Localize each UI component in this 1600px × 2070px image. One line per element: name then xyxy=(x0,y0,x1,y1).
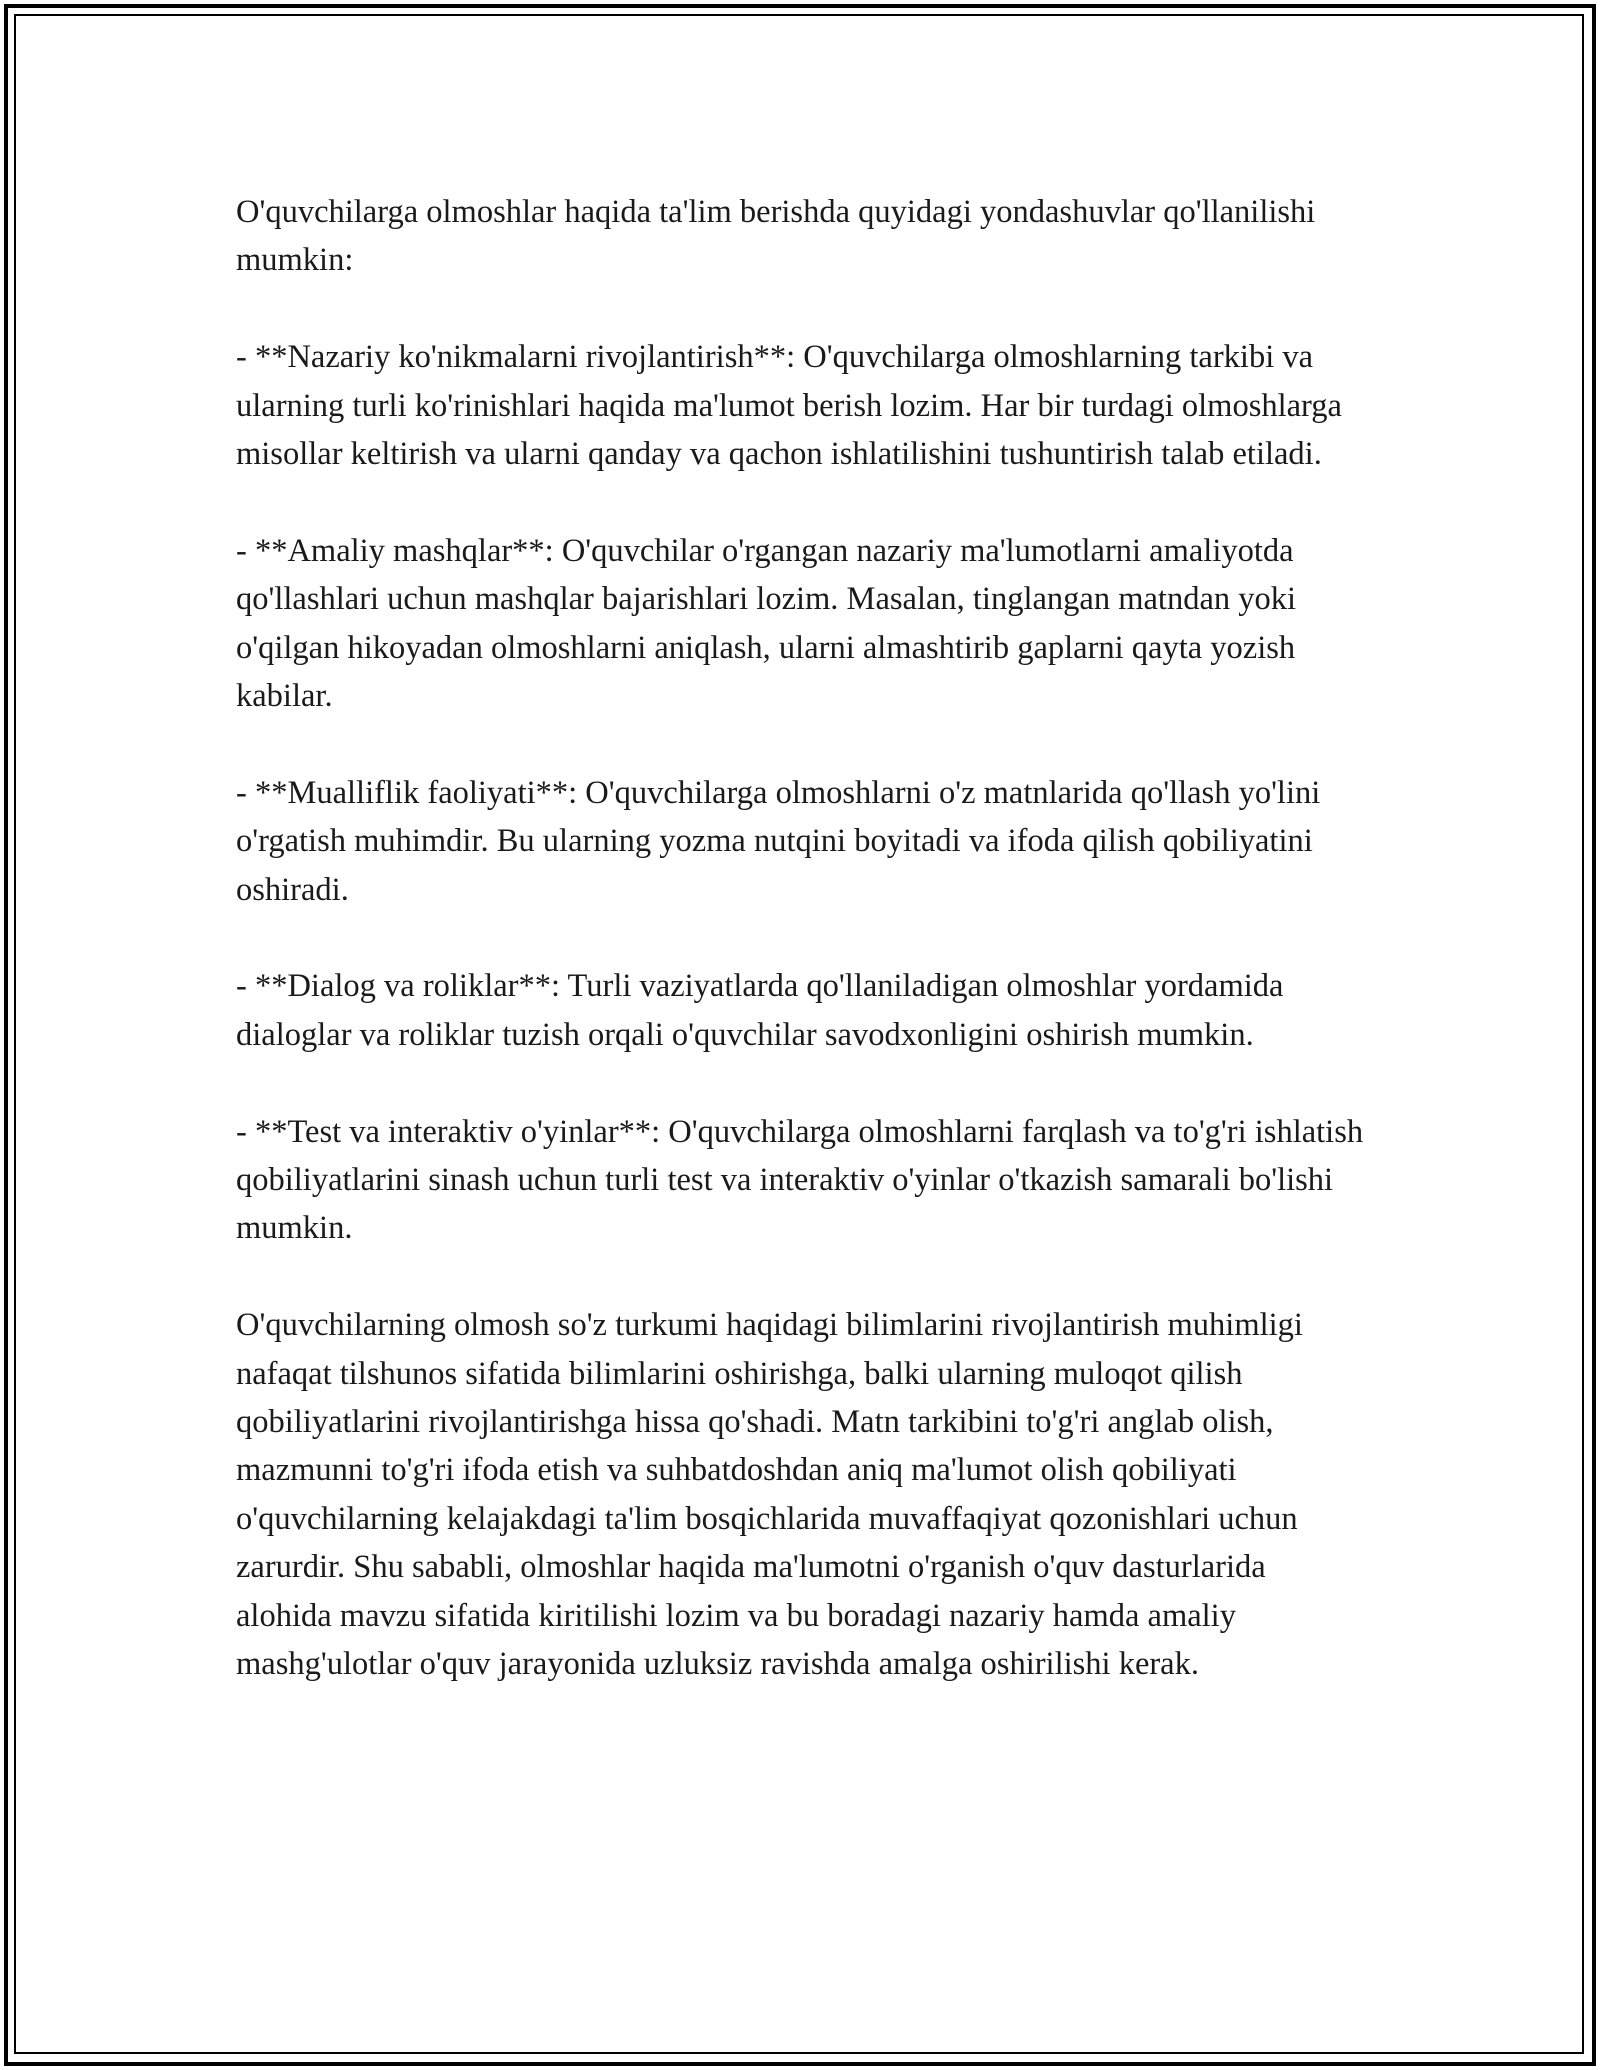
intro-paragraph: O'quvchilarga olmoshlar haqida ta'lim berishda quyidagi yondashuvlar qo'llanilishi mumkin: xyxy=(236,194,1316,279)
bullet-test-va-oyinlar: - **Test va interaktiv o'yinlar**: O'quvchilarga olmoshlarni farqlash va to'g'ri ishlatish qobiliyatlarini sinash uchun turli test va interaktiv o'yinlar o'tkazish samarali bo'lishi mumkin. xyxy=(236,1113,1364,1247)
bullet-amaliy-mashqlar: - **Amaliy mashqlar**: O'quvchilar o'rgangan nazariy ma'lumotlarni amaliyotda qo'llashlari uchun mashqlar bajarishlari lozim. Masalan, tinglangan matndan yoki o'qilgan hikoyadan olmoshlarni aniqlash, ularni almashtirib gaplarni qayta yozish kabilar. xyxy=(236,532,1297,715)
bullet-nazariy-konikmalar: - **Nazariy ko'nikmalarni rivojlantirish**: O'quvchilarga olmoshlarning tarkibi va ularning turli ko'rinishlari haqida ma'lumot berish lozim. Har bir turdagi olmoshlarga misollar keltirish va ularni qanday va qachon ishlatilishini tushuntirish talab etiladi. xyxy=(236,339,1342,473)
document-body xyxy=(236,188,1364,1689)
conclusion-paragraph: O'quvchilarning olmosh so'z turkumi haqidagi bilimlarini rivojlantirish muhimligi nafaqat tilshunos sifatida bilimlarini oshirishga, balki ularning muloqot qilish qobiliyatlarini rivojlantirishga hissa qo'shadi. Matn tarkibini to'g'ri anglab olish, mazmunni to'g'ri ifoda etish va suhbatdoshdan aniq ma'lumot olish qobiliyati o'quvchilarning kelajakdagi ta'lim bosqichlarida muvaffaqiyat qozonishlari uchun zarurdir. Shu sababli, olmoshlar haqida ma'lumotni o'rganish o'quv dasturlarida alohida mavzu sifatida kiritilishi lozim va bu boradagi nazariy hamda amaliy mashg'ulotlar o'quv jarayonida uzluksiz ravishda amalga oshirilishi kerak. xyxy=(236,1307,1303,1683)
bullet-mualliflik-faoliyati: - **Mualliflik faoliyati**: O'quvchilarga olmoshlarni o'z matnlarida qo'llash yo'lini o'rgatish muhimdir. Bu ularning yozma nutqini boyitadi va ifoda qilish qobiliyatini oshiradi. xyxy=(236,774,1321,908)
bullet-dialog-va-roliklar: - **Dialog va roliklar**: Turli vaziyatlarda qo'llaniladigan olmoshlar yordamida dialoglar va roliklar tuzish orqali o'quvchilar savodxonligini oshirish mumkin. xyxy=(236,968,1284,1053)
